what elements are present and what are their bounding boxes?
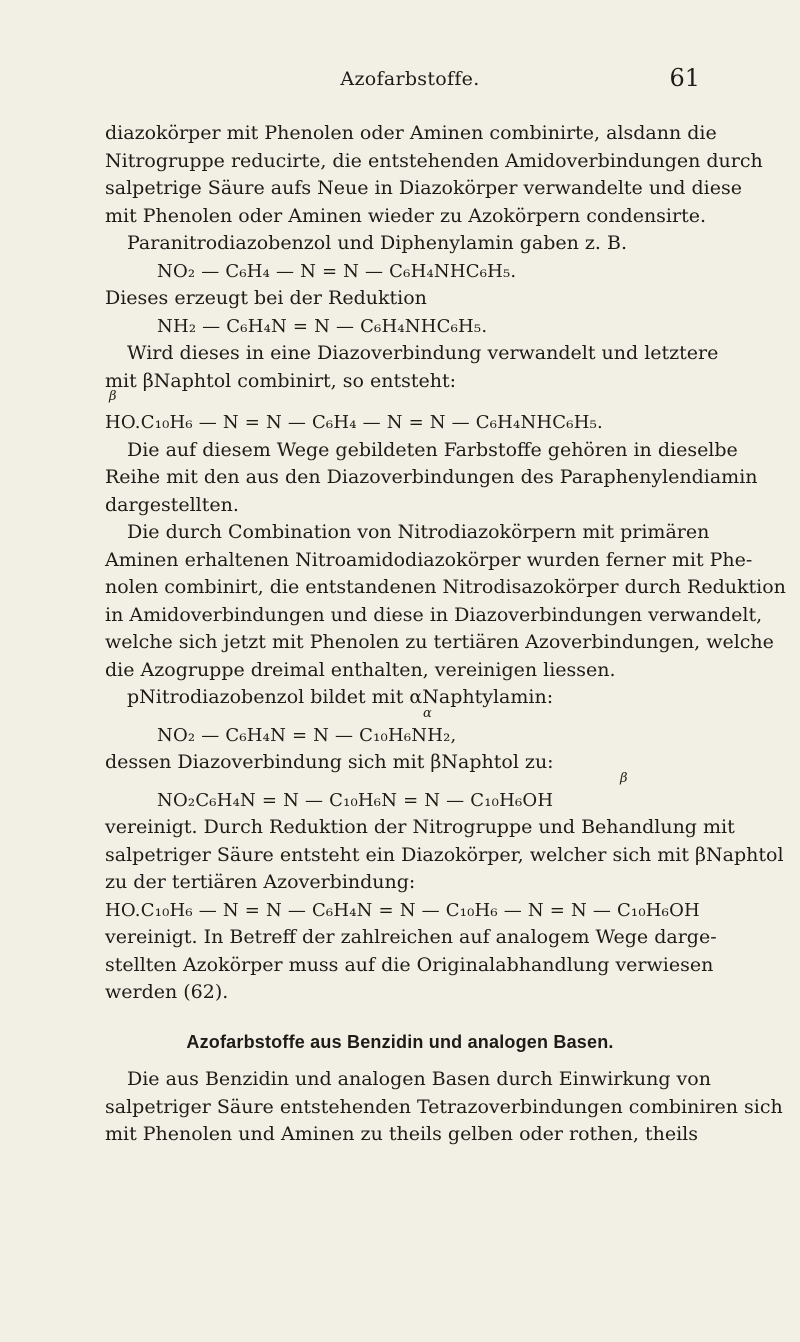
text-line: Nitrogruppe reducirte, die entstehenden Amidoverbindungen durch	[105, 149, 763, 172]
paragraph	[105, 230, 695, 258]
section-heading: Azofarbstoffe aus Benzidin und analogen Basen.	[186, 1031, 614, 1052]
text-line: pNitrodiazobenzol bildet mit αNaphtylamin:	[127, 686, 554, 708]
text-line: vereinigt. Durch Reduktion der Nitrogruppe und Behandlung mit	[105, 816, 735, 838]
text-line: Wird dieses in eine Diazoverbindung verwandelt und letztere	[127, 342, 719, 364]
paragraph	[105, 684, 695, 712]
text-line: diazokörper mit Phenolen oder Aminen combinirte, alsdann die	[105, 122, 717, 144]
paragraph	[105, 814, 784, 897]
text-line: die Azogruppe dreimal enthalten, vereinigen liessen.	[105, 658, 616, 681]
text-line: Aminen erhaltenen Nitroamidodiazokörper wurden ferner mit Phe-	[105, 548, 753, 571]
chemical-formula: NO₂C₆H₄N = N — C₁₀H₆N = N — C₁₀H₆OH	[157, 789, 554, 811]
text-line: stellten Azokörper muss auf die Originalabhandlung verwiesen	[105, 953, 714, 976]
text-line: dessen Diazoverbindung sich mit βNaphtol zu:	[105, 751, 554, 773]
text-line: Die durch Combination von Nitrodiazokörpern mit primären	[127, 521, 710, 543]
text-line: zu der tertiären Azoverbindung:	[105, 871, 416, 893]
running-title: Azofarbstoffe.	[340, 68, 480, 90]
text-line: Paranitrodiazobenzol und Diphenylamin gaben z. B.	[127, 232, 628, 254]
text-line: Die aus Benzidin und analogen Basen durch Einwirkung von	[127, 1068, 711, 1090]
text-line: mit βNaphtol combinirt, so entsteht:	[105, 369, 456, 392]
paragraph	[105, 340, 719, 395]
text-line: nolen combinirt, die entstandenen Nitrodisazokörper durch Reduktion	[105, 576, 786, 598]
text-line: Reihe mit den aus den Diazoverbindungen des Paraphenylendiamin	[105, 466, 758, 488]
text-line: mit Phenolen oder Aminen wieder zu Azokörpern condensirte.	[105, 204, 707, 227]
chemical-formula: NO₂ — C₆H₄N = N — C₁₀H₆NH₂,	[157, 724, 457, 746]
text-line: salpetriger Säure entsteht ein Diazokörper, welcher sich mit βNaphtol	[105, 843, 784, 866]
paragraph-continuation	[105, 120, 763, 230]
paragraph	[105, 285, 695, 313]
chemical-formula: HO.C₁₀H₆ — N = N — C₆H₄N = N — C₁₀H₆ — N = N — C₁₀H₆OH	[105, 899, 700, 921]
chemical-formula: NH₂ — C₆H₄N = N — C₆H₄NHC₆H₅.	[157, 315, 488, 337]
text-line: welche sich jetzt mit Phenolen zu tertiären Azoverbindungen, welche	[105, 631, 774, 653]
text-line: in Amidoverbindungen und diese in Diazoverbindungen verwandelt,	[105, 603, 763, 626]
text-line: dargestellten.	[105, 493, 239, 516]
chemical-formula: NO₂ — C₆H₄ — N = N — C₆H₄NHC₆H₅.	[157, 260, 517, 282]
text-line: salpetrige Säure aufs Neue in Diazokörper verwandelte und diese	[105, 177, 742, 199]
paragraph	[105, 437, 758, 520]
paragraph	[105, 749, 695, 777]
running-header	[120, 54, 700, 94]
paragraph	[105, 519, 786, 684]
paragraph	[105, 1066, 783, 1149]
text-line: salpetriger Säure entstehenden Tetrazoverbindungen combiniren sich	[105, 1095, 783, 1118]
text-line: Dieses erzeugt bei der Reduktion	[105, 287, 427, 309]
text-line: Die auf diesem Wege gebildeten Farbstoffe gehören in dieselbe	[127, 438, 738, 461]
text-line: mit Phenolen und Aminen zu theils gelben oder rothen, theils	[105, 1123, 699, 1145]
text-line: werden (62).	[105, 981, 229, 1003]
paragraph	[105, 924, 717, 1007]
text-line: vereinigt. In Betreff der zahlreichen auf analogem Wege darge-	[105, 926, 717, 948]
body-text: diazokörper mit Phenolen oder Aminen combinirte, alsdann die Nitrogruppe reducirte, die entstehenden Amidoverbindungen durch salpetrige Säure aufs Neue in Diazokörper verwandelte und diese mit Phenolen oder Aminen wieder zu Azokörpern condensirte. Paranitrodiazobenzol und Diphenylamin gaben z. B. NO₂ — C₆H₄ — N = N — C₆H₄NHC₆H₅. Dieses erzeugt bei der Reduktion NH₂ — C₆H₄N = N — C₆H₄NHC₆H₅. Wird dieses in eine Diazoverbindung verwandelt und letztere mit βNaphtol combinirt, so entsteht: β HO.C₁₀H₆ — N = N — C₆H₄ — N = N — C₆H₄NHC₆H₅. Die auf diesem Wege gebildeten Farbstoffe gehören in dieselbe Reihe mit den aus den Diazoverbindungen des Paraphenylendiamin dargestellten. Die durch Combination von Nitrodiazokörpern mit primären Aminen erhaltenen Nitroamidodiazokörper wurden ferner mit Phe- nolen combinirt, die entstandenen Nitrodisazokörper durch Reduktion in Amidoverbindungen und diese in Diazoverbindungen verwandelt, welche sich jetzt mit Phenolen zu tertiären Azoverbindungen, welche die Azogruppe dreimal enthalten, vereinigen liessen. pNitrodiazobenzol bildet mit αNaphtylamin: α NO₂ — C₆H₄N = N — C₁₀H₆NH₂, dessen Diazoverbindung sich mit βNaphtol zu: β NO₂C₆H₄N = N — C₁₀H₆N = N — C₁₀H₆OH vereinigt. Durch Reduktion der Nitrogruppe und Behandlung mit salpetriger Säure entsteht ein Diazokörper, welcher sich mit βNaphtol zu der tertiären Azoverbindung: HO.C₁₀H₆ — N = N — C₆H₄N = N — C₁₀H₆ — N = N — C₁₀H₆OH vereinigt. In Betreff der zahlreichen auf analogem Wege darge- stellten Azokörper muss auf die Originalabhandlung verwiesen werden (62). Azofarbstoffe aus Benzidin und analogen Basen. Die aus Benzidin und analogen Basen durch Einwirkung von salpetriger Säure entstehenden Tetrazoverbindungen combiniren sich mit Phenolen und Aminen zu theils gelben oder rothen, theils	[105, 120, 695, 1149]
page-number: 61	[669, 64, 700, 92]
chemical-formula: HO.C₁₀H₆ — N = N — C₆H₄ — N = N — C₆H₄NHC₆H₅.	[105, 412, 603, 433]
